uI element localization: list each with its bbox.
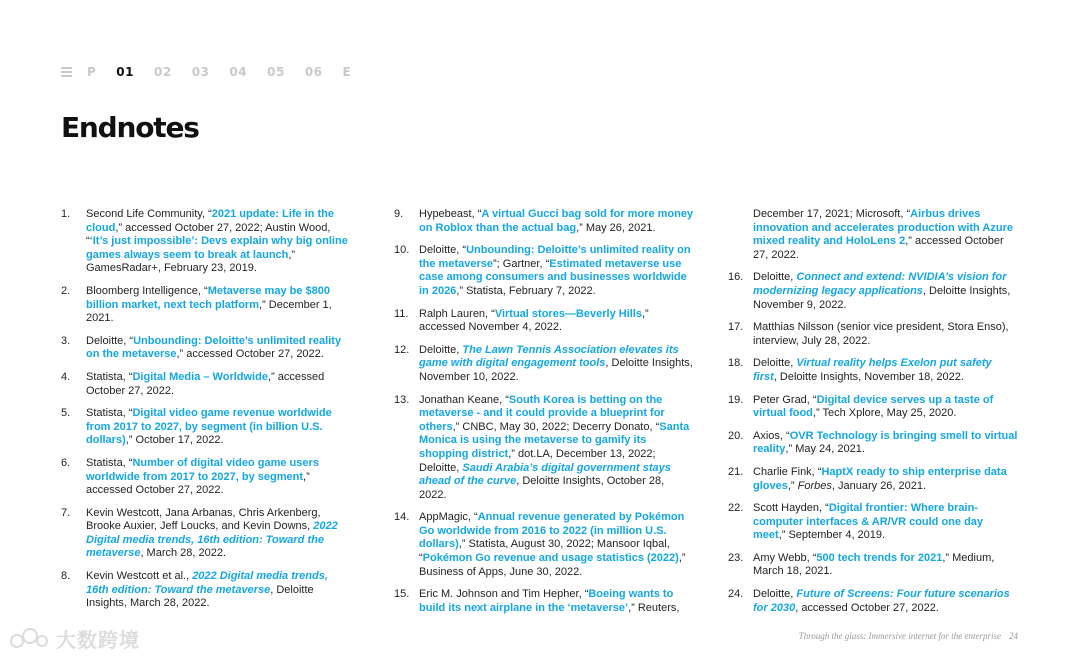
endnote-link[interactable]: 2021 update: Life in the cloud — [86, 208, 334, 234]
endnote-text: ,” Tech Xplore, May 25, 2020. — [812, 407, 957, 420]
endnote-link[interactable]: Airbus drives innovation and accelerates production with Azure mixed reality and HoloLens 2 — [753, 208, 1013, 248]
endnote-number: 23. — [728, 551, 744, 564]
endnote-link[interactable]: Future of Screens: Four future scenarios for 2030 — [753, 588, 1010, 614]
endnote-17 — [728, 321, 1018, 348]
endnote-text: Peter Grad, “ — [753, 393, 817, 406]
endnote-22 — [728, 502, 1018, 543]
nav-item-05[interactable]: 05 — [267, 65, 285, 79]
endnote-link[interactable]: Annual revenue generated by Pokémon Go worldwide from 2016 to 2022 (in million U.S. dollars) — [419, 511, 685, 551]
endnote-text: ,” September 4, 2019. — [778, 529, 886, 542]
endnote-9 — [394, 208, 694, 235]
endnote-link[interactable]: The Lawn Tennis Association elevates its game with digital engagement tools — [419, 343, 679, 370]
endnote-number: 12. — [394, 343, 410, 356]
endnote-12 — [394, 344, 694, 385]
endnote-text: ,” accessed October 27, 2022. — [753, 235, 1004, 261]
endnote-number: 14. — [394, 511, 410, 524]
endnote-text: December 17, 2021; Microsoft, “ — [753, 208, 911, 220]
endnote-text: Jonathan Keane, “ — [419, 393, 509, 406]
nav-item-03[interactable]: 03 — [191, 65, 210, 79]
endnote-number: 5. — [61, 407, 71, 420]
endnote-number: 15. — [394, 588, 410, 601]
endnote-text: ,” dot.LA, December 13, 2022; Deloitte, — [419, 447, 656, 474]
endnote-link[interactable]: Saudi Arabia’s digital government stays ahead of the curve — [419, 461, 671, 488]
endnote-link[interactable]: HaptX ready to ship enterprise data gloves — [753, 465, 1007, 492]
endnote-21 — [728, 466, 1018, 493]
endnote-text: ,” October 17, 2022. — [125, 434, 224, 447]
endnote-11 — [394, 308, 694, 335]
endnote-text: ,” accessed October 27, 2022. — [86, 370, 325, 397]
endnote-19 — [728, 394, 1018, 421]
endnote-link[interactable]: 500 tech trends for 2021 — [816, 551, 943, 564]
endnote-link[interactable]: Digital Media – Worldwide — [132, 370, 268, 383]
endnote-text: Deloitte, “ — [419, 244, 467, 257]
nav-item-06[interactable]: 06 — [304, 65, 323, 79]
endnote-number: 13. — [394, 393, 410, 406]
endnote-link[interactable]: A virtual Gucci bag sold for more money on Roblox than the actual bag — [419, 208, 694, 234]
endnote-text: ,” Statista, February 7, 2022. — [456, 284, 596, 297]
endnote-text: Deloitte, — [753, 357, 797, 370]
endnote-text: , Deloitte Insights, November 9, 2022. — [753, 284, 1011, 311]
endnote-text: Deloitte, “ — [86, 334, 134, 347]
endnote-text: ,” — [787, 479, 798, 492]
endnote-5 — [61, 407, 353, 448]
endnote-10 — [394, 244, 694, 298]
endnote-text: , March 28, 2022. — [140, 547, 227, 560]
endnote-number: 4. — [61, 370, 71, 383]
endnote-text: ,” Statista, August 30, 2022; Mansoor Iqbal, “ — [419, 538, 670, 565]
endnote-text: ,” CNBC, May 30, 2022; Decerry Donato, “ — [452, 420, 660, 433]
endnote-text: , January 26, 2021. — [831, 479, 927, 492]
endnote-number: 2. — [61, 284, 71, 297]
endnote-text: ”; Gartner, “ — [493, 257, 550, 270]
endnote-number: 1. — [61, 208, 71, 220]
endnote-7 — [61, 507, 353, 561]
endnote-text: Bloomberg Intelligence, “ — [86, 284, 208, 297]
endnote-text: ,” May 26, 2021. — [576, 221, 656, 234]
endnote-text: , Deloitte Insights, November 18, 2022. — [773, 370, 964, 383]
endnote-text: , accessed October 27, 2022. — [795, 601, 939, 614]
endnote-number: 20. — [728, 429, 744, 442]
endnote-number: 9. — [394, 208, 404, 220]
endnote-link[interactable]: Unbounding: Deloitte’s unlimited reality on the metaverse — [419, 244, 691, 270]
endnote-text: ,” Business of Apps, June 30, 2022. — [419, 552, 686, 578]
endnote-text: Ralph Lauren, “ — [419, 307, 495, 320]
endnotes-column-3 — [728, 208, 1018, 624]
page-footer — [799, 631, 1018, 641]
endnote-6 — [61, 457, 353, 498]
nav-item-02[interactable]: 02 — [154, 65, 172, 79]
endnote-text: Statista, “ — [86, 370, 133, 383]
endnote-link[interactable]: Pokémon Go revenue and usage statistics (2022) — [422, 552, 679, 565]
endnote-18 — [728, 357, 1018, 384]
endnote-text: Amy Webb, “ — [753, 551, 817, 564]
endnote-text: Charlie Fink, “ — [753, 465, 822, 478]
endnote-text: AppMagic, “ — [419, 511, 478, 524]
endnote-number: 8. — [61, 570, 71, 583]
nav-item-e[interactable]: E — [342, 65, 352, 79]
endnote-link[interactable]: ‘It’s just impossible’: Devs explain why big online games always seem to break at launch — [86, 235, 348, 261]
endnote-3 — [61, 335, 353, 362]
endnote-number: 19. — [728, 393, 744, 406]
endnote-link[interactable]: OVR Technology is bringing smell to virtual reality — [753, 429, 1018, 456]
watermark-logo-icon — [8, 626, 50, 652]
endnote-24 — [728, 588, 1018, 615]
endnote-text: ,” accessed October 27, 2022. — [176, 348, 324, 361]
endnotes-column-1 — [61, 208, 353, 620]
endnote-number: 3. — [61, 334, 71, 347]
endnote-text: Scott Hayden, “ — [753, 502, 829, 515]
footer-title: Through the glass: Immersive internet for the enterprise — [798, 631, 1001, 641]
endnote-23 — [728, 552, 1018, 579]
endnote-link[interactable]: Number of digital video game users worldwide from 2017 to 2027, by segment — [86, 456, 319, 483]
endnote-text: Hypebeast, “ — [419, 208, 482, 220]
endnote-text: Second Life Community, “ — [86, 208, 212, 220]
endnote-16 — [728, 271, 1018, 312]
endnote-text: Kevin Westcott et al., — [86, 570, 193, 583]
endnote-text: ,” accessed October 27, 2022; Austin Wood, “ — [86, 221, 331, 248]
endnote-link[interactable]: Santa Monica is using the metaverse to gamify its shopping district — [419, 420, 690, 460]
nav-item-01[interactable]: 01 — [116, 65, 134, 79]
endnote-1 — [61, 208, 353, 276]
endnote-number: 21. — [728, 465, 744, 478]
endnote-4 — [61, 371, 353, 398]
endnote-text: Eric M. Johnson and Tim Hepher, “ — [419, 588, 589, 601]
endnote-text: Kevin Westcott, Jana Arbanas, Chris Arkenberg, Brooke Auxier, Jeff Loucks, and Kevin Downs, — [86, 506, 321, 533]
endnote-number: 11. — [394, 307, 409, 320]
endnote-8 — [61, 570, 353, 611]
page-number: 24 — [1009, 631, 1018, 641]
nav-item-04[interactable]: 04 — [229, 65, 248, 79]
endnote-link[interactable]: Virtual reality helps Exelon put safety first — [753, 357, 992, 383]
endnote-text: ,” May 24, 2021. — [785, 443, 865, 456]
endnote-link[interactable]: Digital device serves up a taste of virtual food — [753, 393, 994, 420]
endnote-text: Axios, “ — [753, 429, 790, 442]
endnote-number: 10. — [394, 244, 410, 257]
endnote-number: 17. — [728, 321, 744, 334]
section-nav — [61, 64, 371, 80]
endnote-text: Matthias Nilsson (senior vice president, Stora Enso), interview, July 28, 2022. — [753, 321, 1009, 347]
endnote-text: ,” accessed November 4, 2022. — [419, 307, 649, 334]
endnote-link[interactable]: Digital video game revenue worldwide from 2017 to 2027, by segment (in billion U.S. dollars) — [86, 407, 332, 447]
endnote-number: 18. — [728, 357, 744, 370]
nav-item-p[interactable]: P — [87, 65, 97, 79]
page-title: Endnotes — [61, 111, 199, 144]
endnote-link[interactable]: Unbounding: Deloitte’s unlimited reality on the metaverse — [86, 334, 342, 361]
endnote-link[interactable]: Virtual stores—Beverly Hills — [494, 307, 642, 320]
endnote-text: , Deloitte Insights, October 28, 2022. — [419, 475, 665, 501]
endnote-number: 22. — [728, 502, 744, 515]
endnote-2 — [61, 285, 353, 326]
endnote-link[interactable]: Connect and extend: NVIDIA’s vision for modernizing legacy applications — [753, 271, 1007, 297]
endnote-text: Deloitte, — [753, 588, 797, 601]
endnote-text: ,” Medium, March 18, 2021. — [753, 551, 995, 578]
endnote-link[interactable]: 2022 Digital media trends, 16th edition: Toward the metaverse — [86, 520, 338, 560]
endnote-14 — [394, 511, 694, 579]
endnote-text: ,” GamesRadar+, February 23, 2019. — [86, 248, 296, 275]
endnote-text: ,” accessed October 27, 2022. — [86, 470, 310, 497]
endnote-text: , Deloitte Insights, March 28, 2022. — [86, 583, 314, 610]
endnote-text: Deloitte, — [419, 343, 463, 356]
endnote-number: 24. — [728, 588, 744, 601]
watermark-text: 大数跨境 — [56, 628, 140, 652]
endnote-link[interactable]: South Korea is betting on the metaverse - and it could provide a blueprint for others — [419, 393, 665, 433]
endnote-link[interactable]: Digital frontier: Where brain-computer interfaces & AR/VR could one day meet — [753, 502, 984, 542]
endnote-text: ,” December 1, 2021. — [86, 298, 332, 325]
endnote-text: , Deloitte Insights, November 10, 2022. — [419, 357, 693, 383]
endnote-number: 6. — [61, 456, 71, 469]
endnote-15 — [394, 588, 694, 615]
endnote-link[interactable]: Estimated metaverse use case among consumers and businesses worldwide in 2026 — [419, 257, 687, 297]
endnote-text: Statista, “ — [86, 407, 133, 420]
endnote-link[interactable]: Metaverse may be $800 billion market, next tech platform — [86, 284, 330, 311]
endnote-13 — [394, 394, 694, 503]
endnote-15-continued — [728, 208, 1018, 262]
endnotes-column-2 — [394, 208, 694, 624]
endnote-text: Deloitte, — [753, 271, 797, 284]
endnote-link[interactable]: 2022 Digital media trends, 16th edition: Toward the metaverse — [86, 570, 328, 596]
watermark — [8, 624, 140, 653]
endnote-publication: Forbes — [797, 479, 832, 492]
endnote-number: 7. — [61, 506, 71, 519]
endnote-link[interactable]: Boeing wants to build its next airplane in the ‘metaverse’ — [419, 588, 674, 614]
menu-icon[interactable] — [61, 67, 72, 77]
endnote-text: ,” Reuters, — [628, 601, 680, 614]
endnote-text: Statista, “ — [86, 456, 133, 469]
endnote-20 — [728, 430, 1018, 457]
endnote-number: 16. — [728, 271, 744, 284]
